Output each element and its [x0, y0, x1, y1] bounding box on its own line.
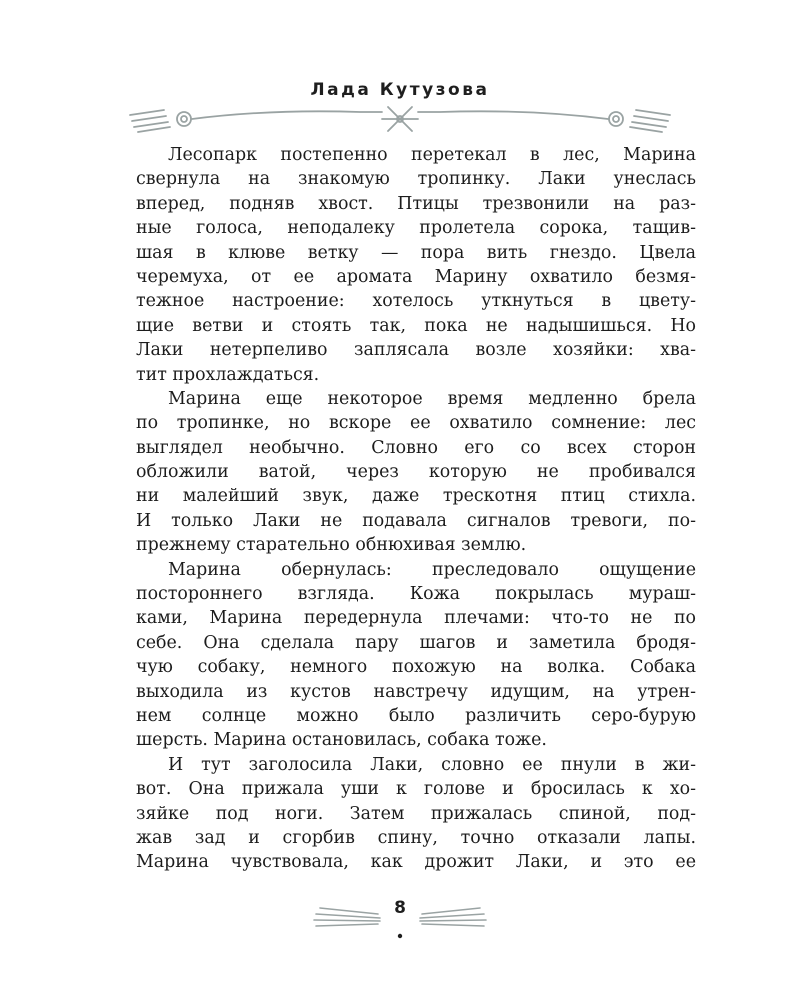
- text-line: выходила из кустов навстречу идущим, на утрен-: [136, 681, 696, 702]
- page-number: 8: [394, 898, 406, 918]
- text-line: И только Лаки не подавала сигналов тревоги, по-: [136, 510, 696, 531]
- text-line: свернула на знакомую тропинку. Лаки унеслась: [136, 169, 696, 190]
- text-line: ками, Марина передернула плечами: что-то не по: [136, 608, 696, 629]
- text-line: по тропинке, но вскоре ее охватило сомнение: лес: [136, 413, 696, 434]
- text-line: ные голоса, неподалеку пролетела сорока, тащив-: [136, 218, 696, 239]
- text-line: шая в клюве ветку — пора вить гнездо. Цвела: [136, 242, 696, 263]
- text-line: ни малейший звук, даже трескотня птиц стихла.: [136, 486, 696, 507]
- text-line: Марина еще некоторое время медленно брела: [168, 388, 696, 409]
- body-text: [136, 143, 696, 875]
- text-line: Марина обернулась: преследовало ощущение: [168, 559, 696, 580]
- text-line: Лаки нетерпеливо заплясала возле хозяйки: хва-: [136, 340, 696, 361]
- text-line: постороннего взгляда. Кожа покрылась мураш-: [136, 584, 696, 605]
- text-line: обложили ватой, через которую не пробивался: [136, 462, 696, 483]
- text-line: тит прохлаждаться.: [136, 364, 320, 385]
- text-line: шерсть. Марина остановилась, собака тоже.: [136, 730, 547, 751]
- paragraph: [136, 143, 696, 387]
- text-line: черемуха, от ее аромата Марину охватило безмя-: [136, 266, 696, 287]
- text-line: вперед, подняв хвост. Птицы трезвонили на раз-: [136, 193, 696, 214]
- text-line: жав зад и сгорбив спину, точно отказали лапы.: [136, 827, 696, 848]
- text-line: нем солнце можно было различить серо-бурую: [136, 705, 696, 726]
- text-line: чую собаку, немного похожую на волка. Собака: [136, 657, 696, 678]
- paragraph: [136, 387, 696, 558]
- paragraph: [136, 753, 696, 875]
- text-line: зяйке под ноги. Затем прижалась спиной, под-: [136, 803, 696, 824]
- text-line: щие ветви и стоять так, пока не надышишься. Но: [136, 315, 696, 336]
- paragraph: [136, 558, 696, 753]
- text-line: вот. Она прижала уши к голове и бросилась к хо-: [136, 779, 696, 800]
- text-line: Марина чувствовала, как дрожит Лаки, и это ее: [136, 852, 696, 873]
- header-ornament-icon: [120, 101, 680, 137]
- running-head-author: Лада Кутузова: [310, 80, 490, 100]
- text-line: прежнему старательно обнюхивая землю.: [136, 535, 527, 556]
- text-line: Лесопарк постепенно перетекал в лес, Марина: [168, 145, 696, 165]
- text-line: И тут заголосила Лаки, словно ее пнули в жи-: [168, 754, 696, 775]
- text-line: тежное настроение: хотелось уткнуться в цвету-: [136, 291, 696, 312]
- text-line: себе. Она сделала пару шагов и заметила бродя-: [136, 632, 696, 653]
- text-line: выглядел необычно. Словно его со всех сторон: [136, 437, 696, 458]
